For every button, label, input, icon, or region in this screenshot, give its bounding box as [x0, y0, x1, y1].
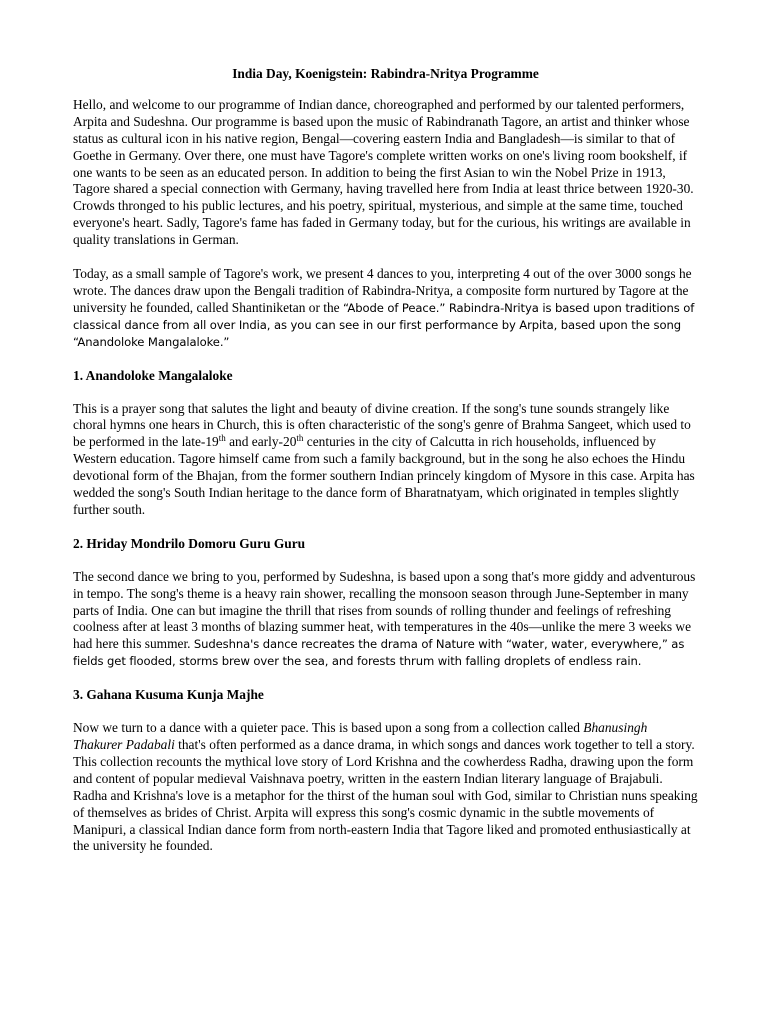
- section-1-paragraph: [73, 401, 698, 519]
- section-2-paragraph: [73, 569, 698, 670]
- intro-paragraph-1: Hello, and welcome to our programme of Indian dance, choreographed and performed by our talented performers, Arpita and Sudeshna. Our programme is based upon the music of Rabindranath Tagore, an artist and thinker whose status as cultural icon in his native region, Bengal—covering eastern India and Bangladesh—is similar to that of Goethe in Germany. Over there, one must have Tagore's complete written works on one's living room bookshelf, if one wants to be seen as an educated person. In addition to being the first Asian to win the Nobel Prize in 1913, Tagore shared a special connection with Germany, having travelled here from India at least thrice between 1920-30. Crowds thronged to his public lectures, and his poetry, spiritual, mysterious, and simple at the same time, touched everyone's heart. Sadly, Tagore's fame has faded in Germany today, but for the curious, his writings are available in quality translations in German.: [73, 96, 694, 248]
- section-1-text-a: This is a prayer song that salutes the light and beauty of divine creation. If the song's tune sounds strangely like choral hymns one hears in Church, this is often characteristic of the song's genre of Brahma Sangeet, which used to be performed in the late-19: [73, 400, 691, 450]
- section-3-heading: 3. Gahana Kusuma Kunja Majhe: [73, 687, 264, 703]
- section-3-text-b: that's often performed as a dance drama, in which songs and dances work together to tell a story. This collection recounts the mythical love story of Lord Krishna and the cowherdess Radha, drawing upon the form and content of popular medieval Vaishnava poetry, written in the eastern Indian literary language of Brajabuli. Radha and Krishna's love is a metaphor for the thirst of the human soul with God, similar to Christian nuns speaking of themselves as brides of Christ. Arpita will express this song's cosmic dynamic in the subtle movements of Manipuri, a classical Indian dance form from north-eastern India that Tagore liked and promoted enthusiastically at the university he founded.: [73, 737, 698, 854]
- section-3-paragraph: [73, 720, 698, 855]
- section-1-sup-2: th: [296, 433, 304, 444]
- intro-paragraph-2-text: Today, as a small sample of Tagore's work, we present 4 dances to you, interpreting 4 out of the over 3000 songs he wrote. The dances draw upon the Bengali tradition of Rabindra-Nritya, a composite form nurtured by Tagore at the university he founded, called Shantiniketan or the: [73, 266, 692, 315]
- section-3-italic-title: Bhanusingh Thakurer Padabali: [73, 720, 648, 752]
- document-title: India Day, Koenigstein: Rabindra-Nritya Programme: [232, 66, 539, 81]
- intro-paragraph-2-alt-text: “Abode of Peace.” Rabindra-Nritya is based upon traditions of classical dance from all over India, as you can see in our first performance by Arpita, based upon the song “Anandoloke Mangalaloke.”: [73, 300, 695, 349]
- section-1-text-c: centuries in the city of Calcutta in rich households, influenced by Western education. Tagore himself came from such a family background, but in the song he also echoes the Hindu devotional form of the Bhajan, from the former southern Indian princely kingdom of Mysore in this case. Arpita has wedded the song's South Indian heritage to the dance form of Bharatnatyam, which originated in temples slightly further south.: [73, 434, 695, 517]
- section-3-text-a: Now we turn to a dance with a quieter pace. This is based upon a song from a collection called: [73, 720, 584, 736]
- section-2-text-a: The second dance we bring to you, performed by Sudeshna, is based upon a song that's more giddy and adventurous in tempo. The song's theme is a heavy rain shower, recalling the monsoon season through June-September in many parts of India. One can but imagine the thrill that rises from sounds of rolling thunder and feelings of refreshing coolness after at least 3 months of blazing summer heat, with temperatures in the 40s—unlike the mere 3 weeks we had here this summer.: [73, 568, 696, 652]
- section-1-sup-1: th: [218, 433, 226, 444]
- document-page: [73, 66, 698, 872]
- section-1-text-b: and early-20: [225, 434, 297, 450]
- section-2-heading: 2. Hriday Mondrilo Domoru Guru Guru: [73, 535, 306, 551]
- intro-paragraph-2: [73, 266, 698, 351]
- section-2-alt-text: Sudeshna's dance recreates the drama of Nature with “water, water, everywhere,” as fields get flooded, storms brew over the sea, and forests thrum with falling droplets of endless rain.: [73, 637, 685, 669]
- section-1-heading: 1. Anandoloke Mangalaloke: [73, 367, 233, 383]
